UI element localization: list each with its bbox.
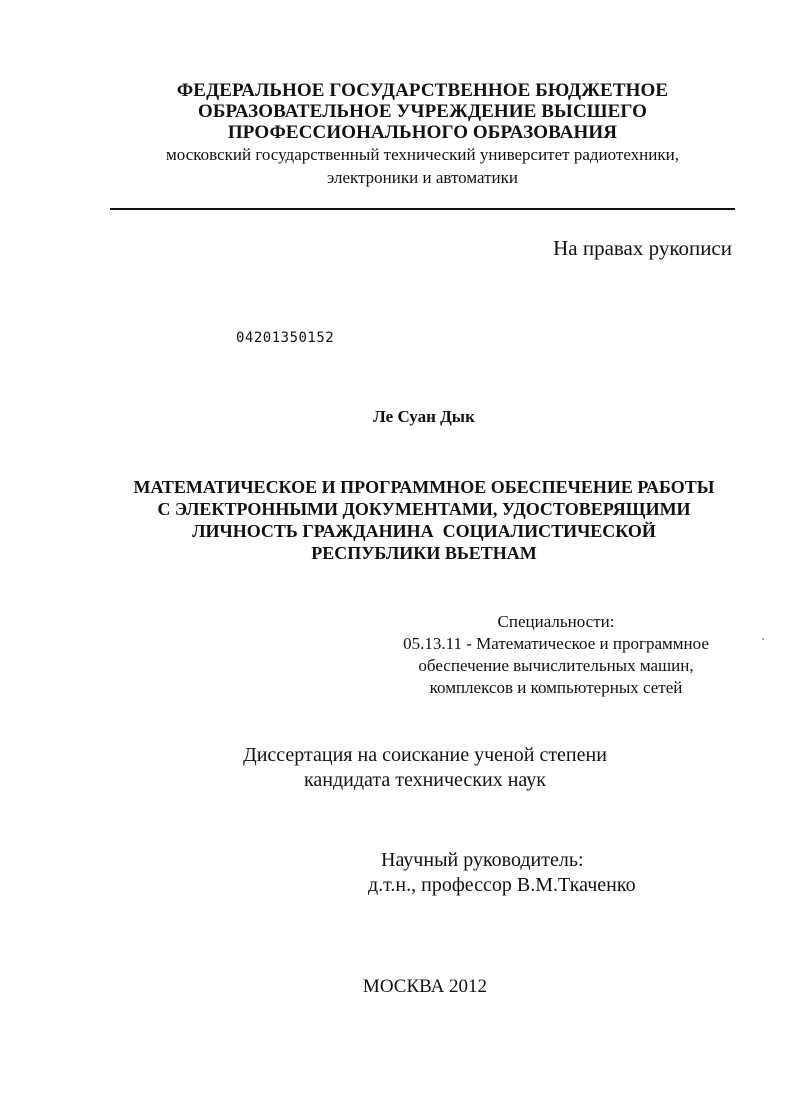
degree-line: кандидата технических наук bbox=[303, 769, 547, 791]
title-line: С ЭЛЕКТРОННЫМИ ДОКУМЕНТАМИ, УДОСТОВЕРЯЩИМИ bbox=[157, 499, 691, 519]
title-line: МАТЕМАТИЧЕСКОЕ И ПРОГРАММНОЕ ОБЕСПЕЧЕНИЕ РАБОТЫ bbox=[133, 477, 715, 497]
city-year: МОСКВА 2012 bbox=[362, 976, 488, 997]
advisor-name: д.т.н., профессор В.М.Ткаченко bbox=[368, 874, 636, 896]
org-name-line: ПРОФЕССИОНАЛЬНОГО ОБРАЗОВАНИЯ bbox=[227, 122, 618, 143]
university-name-line: электроники и автоматики bbox=[326, 168, 518, 187]
specialty-block bbox=[372, 611, 740, 699]
degree-line: Диссертация на соискание ученой степени bbox=[243, 744, 607, 766]
institution-header bbox=[60, 80, 785, 189]
specialty-line: обеспечение вычислительных машин, bbox=[418, 656, 694, 675]
specialty-line: 05.13.11 - Математическое и программное bbox=[403, 634, 709, 653]
title-line: ЛИЧНОСТЬ ГРАЖДАНИНА СОЦИАЛИСТИЧЕСКОЙ bbox=[192, 521, 656, 541]
scan-speck bbox=[762, 638, 764, 640]
specialty-label: Специальности: bbox=[497, 612, 615, 631]
header-divider bbox=[110, 208, 735, 210]
advisor-block bbox=[368, 848, 636, 898]
advisor-label: Научный руководитель: bbox=[381, 849, 584, 871]
dissertation-title bbox=[60, 476, 788, 564]
registration-number: 04201350152 bbox=[236, 330, 335, 346]
manuscript-note: На правах рукописи bbox=[553, 236, 732, 260]
university-name-line: московский государственный технический университет радиотехники, bbox=[166, 145, 679, 164]
org-name-line: ОБРАЗОВАТЕЛЬНОЕ УЧРЕЖДЕНИЕ ВЫСШЕГО bbox=[198, 101, 647, 122]
org-name-line: ФЕДЕРАЛЬНОЕ ГОСУДАРСТВЕННОЕ БЮДЖЕТНОЕ bbox=[176, 80, 669, 101]
degree-statement bbox=[160, 743, 690, 793]
author-name: Ле Суан Дык bbox=[373, 407, 475, 426]
specialty-line: комплексов и компьютерных сетей bbox=[429, 678, 683, 697]
title-line: РЕСПУБЛИКИ ВЬЕТНАМ bbox=[311, 543, 537, 563]
